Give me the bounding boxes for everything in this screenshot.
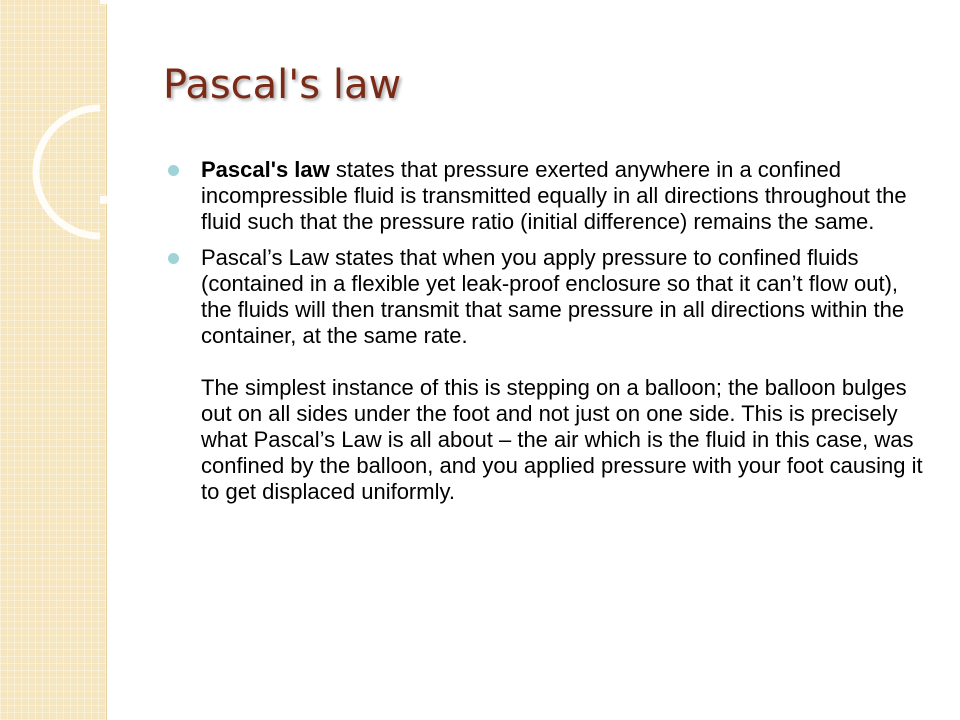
- bullet-text: states that pressure exerted anywhere in a confined incompressible fluid is transmitted equally in all directions throughout the fluid such that the pressure ratio (initial difference) remains the same.: [201, 157, 907, 234]
- bullet-term: Pascal's law: [201, 157, 330, 182]
- bullet-list: [165, 157, 925, 515]
- bullet-dot-icon: [168, 253, 179, 264]
- slide-title: Pascal's law: [163, 62, 402, 108]
- bullet-item: [165, 245, 925, 505]
- bullet-paragraph: The simplest instance of this is stepping on a balloon; the balloon bulges out on all sides under the foot and not just on one side. This is precisely what Pascal’s Law is all about – the air which is the fluid in this case, was confined by the balloon, and you applied pressure with your foot causing it to get displaced uniformly.: [201, 375, 923, 504]
- decorative-ring-small: [36, 108, 100, 236]
- bullet-text: Pascal’s Law states that when you apply pressure to confined fluids (contained in a flexible yet leak-proof enclosure so that it can’t flow out), the fluids will then transmit that same pressure in all directions within the container, at the same rate.: [201, 245, 905, 348]
- bullet-item: [165, 157, 925, 235]
- bullet-dot-icon: [168, 165, 179, 176]
